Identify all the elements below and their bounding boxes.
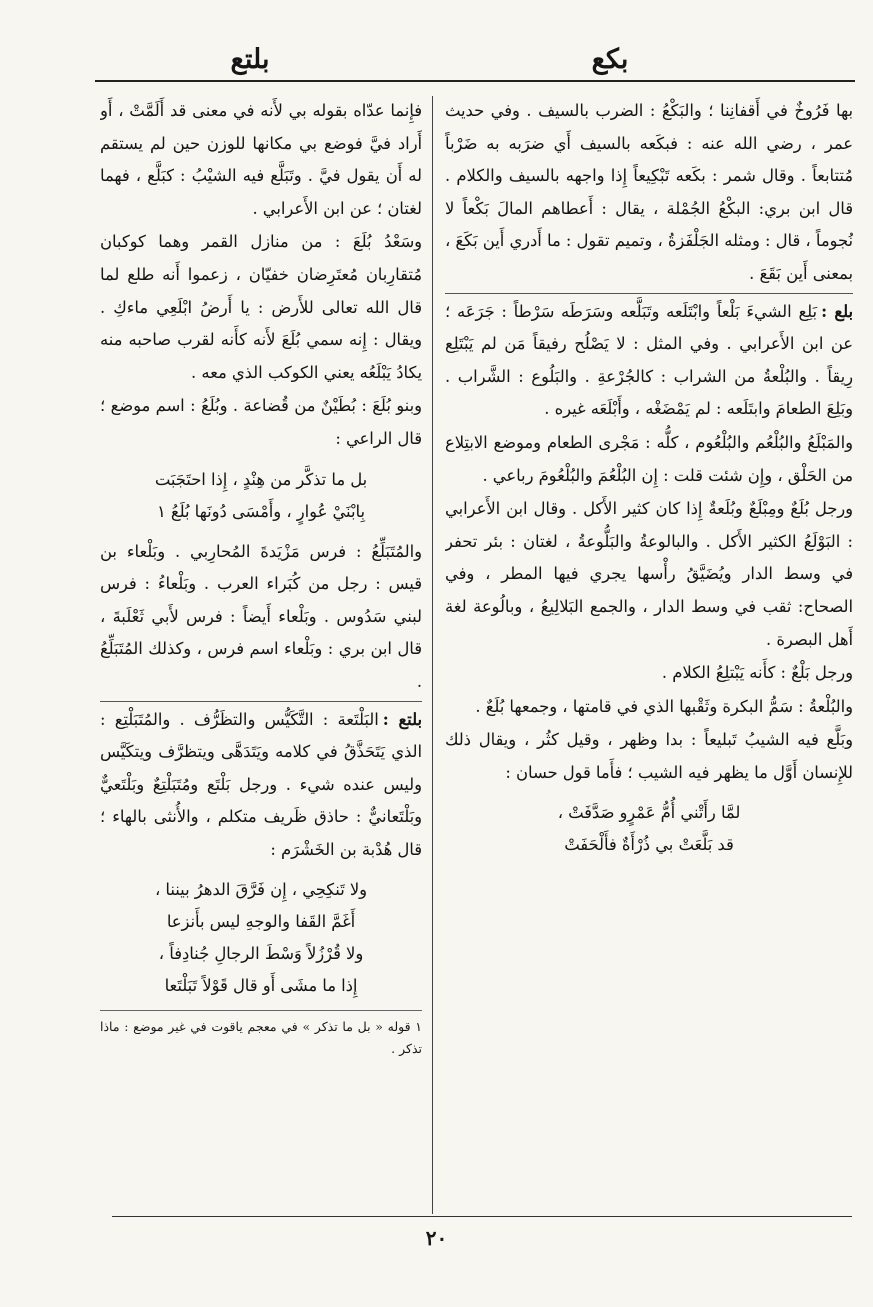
- right-verse: [445, 797, 853, 861]
- right-entry-bla: [445, 296, 853, 426]
- right-verse-line-2: قد بَلَّعَتْ بي ذُرْأَةٌ فأَلْحَفَتْ: [564, 835, 734, 855]
- right-paragraph-4: ورجل بُلَعٌ ومِبْلَعٌ وبُلَعةٌ إِذا كان كثير الأَكل . وقال ابن الأَعرابي : البَوْلَعُ الكثير الأَكل . والبالوعةُ والبَلُّوعةُ ، لغتان : بئر تحفر في وسط الدار ويُضَيَّقُ رأْسها يجري فيها المطر ، وفي الصحاح: ثقب في وسط الدار ، والجمع البَلالِيعُ ، وبالُوعة لغة أَهل البصرة .: [445, 499, 853, 649]
- left-paragraph-2: وسَعْدُ بُلَعَ : من منازل القمر وهما كوكبان مُتقارِبان مُعتَرِضان خفيّان ، زعموا أَنه طلع لما قال الله تعالى للأَرض : يا أَرضُ ابْلَعِي ماءكِ . ويقال : إِنه سمي بُلَعَ لأَنه كأَنه لقرب صاحبه منه يكادُ يَبْلَعُه يعني الكوكب الذي معه .: [100, 232, 422, 382]
- header-left-word: بلتع: [230, 44, 270, 75]
- right-paragraph-7: وبَلَّع فيه الشيبُ تَبليعاً : بدا وظهر ، وقيل كثُر ، ويقال ذلك للإِنسان أَوَّل ما يظهر فيه الشيب ؛ فأَما قول حسان :: [445, 730, 853, 782]
- page-number: ٢٠: [425, 1226, 448, 1250]
- left-verse-line-6: إِذا ما مشَى أَو قال قَوْلاً تَبَلْتَعا: [164, 976, 358, 996]
- footer-rule: [112, 1216, 852, 1217]
- right-paragraph-6: والبُلْعةُ : سَمُّ البكرة وثَقْبها الذي في قامتها ، وجمعها بُلَعٌ .: [475, 696, 853, 716]
- header-rule: [95, 80, 855, 82]
- right-verse-line-1: لمَّا رأَتْني أُمُّ عَمْرٍو صَدَّفَتْ ،: [557, 803, 741, 823]
- entry-headword-blta: بلتع :: [382, 709, 422, 729]
- right-paragraph-1: بها فَرُوخٌ في أَقفانِنا ؛ والبَكْعُ : الضرب بالسيف . وفي حديث عمر ، رضي الله عنه : فبكَعه بالسيف أَي ضرَبه به ضَرْباً مُتتابعاً . وقال شمر : بكَعه تَبْكِيعاً إِذا واجهه بالسيف والكلام . قال ابن بري: البكْعُ الجُمْلة ، يقال : أَعطاهم المالَ بَكْعاً لا نُجوماً ، قال : ومثله الجَلْفَزةُ ، وتميم تقول : ما أَدري أَين بَكَعَ ، بمعنى أَين بَقَعَ .: [445, 95, 853, 294]
- entry-text-bla: بَلِع الشيءَ بَلْعاً وابْتَلَعه وتَبَلَّعه وسَرَطَه سَرْطاً : جَرَعَه ؛ عن ابن الأَعرابي . وفي المثل : لا يَصْلُح رفيقاً مَن لم يَبْتَلِع رِيقاً . والبُلْعةُ من الشراب : كالجُرْعةِ . والبَلُوع : الشَّراب . وبَلِعَ الطعامَ وابتَلَعه : لم يَمْضَغْه ، وأَبْلَعَه غيره .: [445, 301, 853, 419]
- left-paragraph-4: والمُتَبَلِّعُ : فرس مَزْيَدةَ المُحارِبي . وبَلْعاء بن قيس : رجل من كُبَراء العرب . وبَلْعاءُ : فرس لبني سَدُوس . وبَلْعاء أَيضاً : فرس لأَبي ثَعْلَبةَ ، قال ابن بري : وبَلْعاء اسم فرس ، وكذلك المُتَبَلِّعُ .: [100, 536, 422, 702]
- right-column: [445, 95, 853, 1210]
- left-entry-blta: [100, 704, 422, 867]
- column-divider: [432, 96, 433, 1214]
- footnote: ١ قوله « بل ما تذكر » في معجم ياقوت في غير موضع : ماذا تذكر .: [100, 1010, 422, 1060]
- left-verse-line-1: بل ما تذكَّر من هِنْدٍ ، إِذا احتَجَبَت: [154, 469, 368, 489]
- right-paragraph-5: ورجل بَلْعٌ : كأَنه يَبْتلِعُ الكلام .: [661, 663, 853, 683]
- left-paragraph-1: فإِنما عدّاه بقوله بي لأَنه في معنى قد أَلَمَّتْ ، أَو أَراد فيَّ فوضع بي مكانها للوزن حين لم يستقم له أَن يقول فيَّ . وتَبَلَّع فيه الشيْبُ : كبَلَّع ، فهما لغتان ؛ عن ابن الأَعرابي .: [100, 101, 422, 218]
- left-verse-1: [100, 464, 422, 528]
- left-paragraph-3: وبنو بُلَعَ : بُطَيْنٌ من قُضاعة . وبُلَعُ : اسم موضع ؛ قال الراعي :: [100, 396, 422, 448]
- left-column: [100, 95, 422, 1210]
- left-verse-line-5: ولا قُرْزُلاً وَسْطَ الرجالِ جُنادِفاً ،: [158, 944, 364, 964]
- entry-headword-bla: بلع :: [821, 301, 853, 321]
- header-right-word: بكع: [591, 44, 629, 75]
- right-paragraph-3: والمَبْلَعُ والبُلْعُم والبُلْعُوم ، كلُّه : مَجْرى الطعام وموضع الابتِلاع من الحَلْق ، وإِن شئت قلت : إِن البُلْعُمَ والبُلْعُومَ رباعي .: [445, 432, 853, 485]
- left-verse-line-2: بِابْنَيْ عُوارٍ ، وأَمْسَى دُونَها بُلَعُ ١: [157, 501, 365, 521]
- left-verse-line-4: أَغَمَّ القَفا والوجهِ ليس بأَنزعا: [166, 912, 356, 932]
- entry-text-blta: البَلْتَعة : التَّكَيُّس والتظَرُّف . والمُتَبَلْتِع : الذي يَتَحَذَّقُ في كلامه ويَتَدَهَّى ويتظرَّف ويتكَيَّس وليس عنده شيء . ورجل بَلْتَع ومُتَبَلْتِعٌ وبَلْتَعيٌّ وبَلْتَعانيٌّ : حاذق ظَريف متكلم ، والأُنثى بالهاء ؛ قال هُدْبة بن الخَشْرَم :: [100, 709, 422, 859]
- left-verse-2: [100, 874, 422, 1002]
- left-verse-line-3: ولا تَنكِحِي ، إِن فَرَّقَ الدهرُ بيننا ،: [154, 880, 368, 900]
